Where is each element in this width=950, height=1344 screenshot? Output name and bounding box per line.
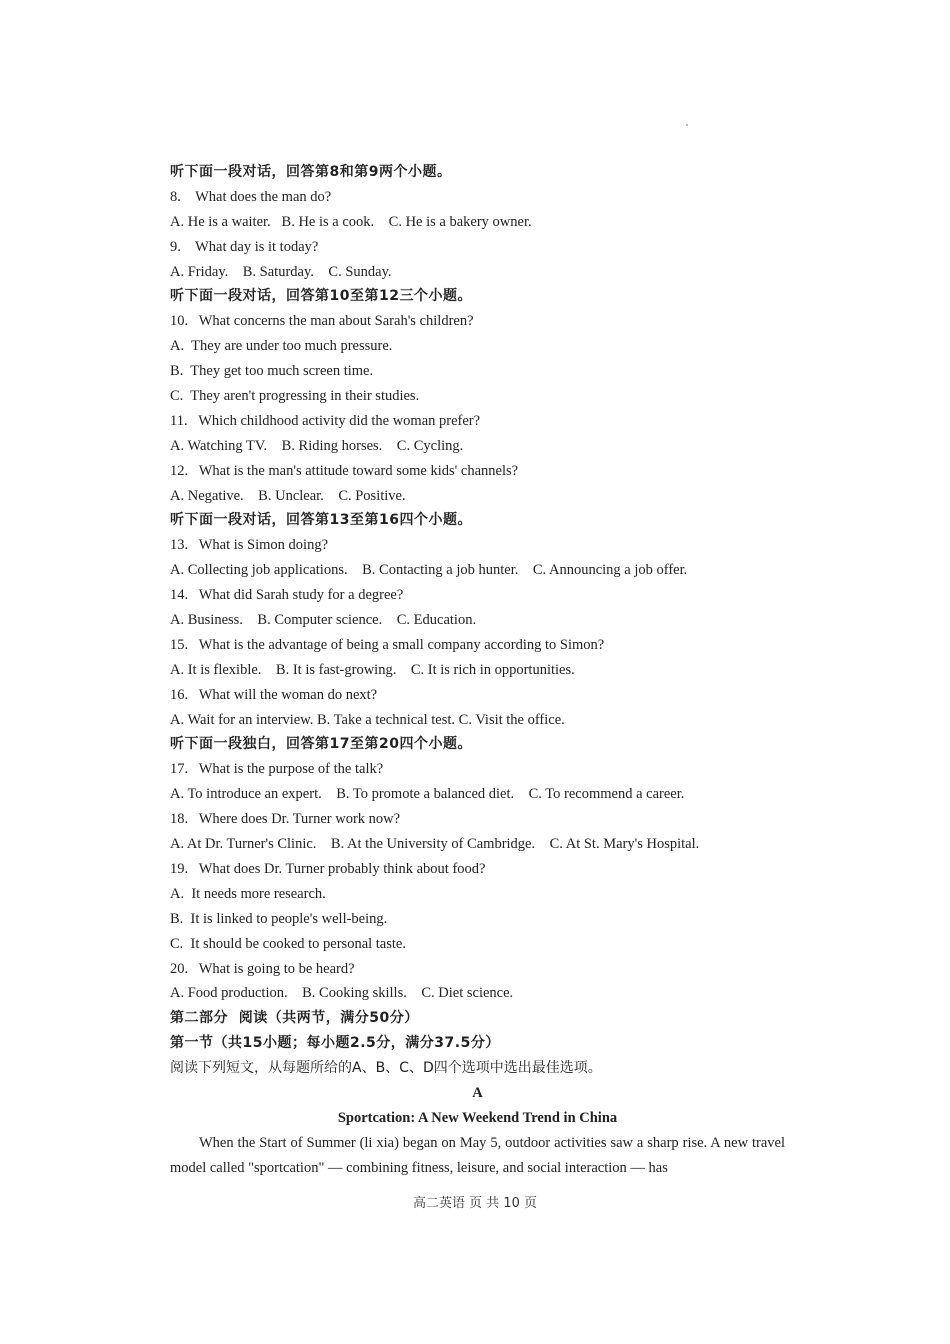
answer-options: C. They aren't progressing in their studies.	[170, 388, 420, 405]
answer-options: A. Friday. B. Saturday. C. Sunday.	[170, 263, 392, 280]
question-stem: 8. What does the man do?	[170, 188, 332, 205]
section-instruction: 第一节（共15小题；每小题2.5分，满分37.5分）	[170, 1035, 500, 1052]
answer-options: A. He is a waiter. B. He is a cook. C. He is a bakery owner.	[170, 213, 532, 230]
answer-options: A. They are under too much pressure.	[170, 338, 393, 355]
question-stem: 16. What will the woman do next?	[170, 686, 378, 703]
question-stem: 19. What does Dr. Turner probably think about food?	[170, 860, 486, 877]
question-lines	[170, 160, 785, 1131]
exam-page	[170, 160, 785, 1181]
section-instruction: 第二部分 阅读（共两节，满分50分）	[170, 1010, 419, 1027]
answer-options: B. They get too much screen time.	[170, 363, 374, 380]
answer-options: B. It is linked to people's well-being.	[170, 910, 388, 927]
section-instruction: 听下面一段对话，回答第8和第9两个小题。	[170, 164, 452, 180]
passage-paragraph: When the Start of Summer (li xia) began on May 5, outdoor activities saw a sharp rise. A new travel model called "sportcation" — combining fitness, leisure, and social interaction — has	[170, 1134, 785, 1176]
page-footer: 高二英语 页 共 10 页	[412, 1196, 538, 1211]
passage-heading: A	[472, 1084, 483, 1101]
answer-options: A. Negative. B. Unclear. C. Positive.	[170, 487, 406, 504]
reading-instruction: 阅读下列短文，从每题所给的A、B、C、D四个选项中选出最佳选项。	[170, 1060, 602, 1077]
answer-options: A. Business. B. Computer science. C. Education.	[170, 612, 477, 629]
question-stem: 9. What day is it today?	[170, 238, 319, 255]
answer-options: C. It should be cooked to personal taste.	[170, 935, 406, 952]
question-stem: 10. What concerns the man about Sarah's children?	[170, 313, 474, 330]
section-instruction: 听下面一段对话，回答第13至第16四个小题。	[170, 512, 472, 529]
question-stem: 17. What is the purpose of the talk?	[170, 761, 384, 778]
question-stem: 11. Which childhood activity did the woman prefer?	[170, 412, 481, 429]
scan-speck	[686, 124, 688, 126]
answer-options: A. Collecting job applications. B. Contacting a job hunter. C. Announcing a job offer.	[170, 562, 688, 579]
question-stem: 12. What is the man's attitude toward some kids' channels?	[170, 462, 519, 479]
question-stem: 13. What is Simon doing?	[170, 537, 329, 554]
answer-options: A. Food production. B. Cooking skills. C. Diet science.	[170, 985, 514, 1002]
answer-options: A. To introduce an expert. B. To promote a balanced diet. C. To recommend a career.	[170, 786, 685, 803]
question-stem: 15. What is the advantage of being a small company according to Simon?	[170, 636, 605, 653]
question-stem: 20. What is going to be heard?	[170, 960, 355, 977]
question-stem: 14. What did Sarah study for a degree?	[170, 587, 404, 604]
question-stem: 18. Where does Dr. Turner work now?	[170, 811, 401, 828]
passage-heading: Sportcation: A New Weekend Trend in China	[337, 1109, 618, 1126]
answer-options: A. It needs more research.	[170, 885, 326, 902]
answer-options: A. Watching TV. B. Riding horses. C. Cycling.	[170, 437, 464, 454]
answer-options: A. At Dr. Turner's Clinic. B. At the University of Cambridge. C. At St. Mary's Hospital.	[170, 836, 700, 853]
section-instruction: 听下面一段独白，回答第17至第20四个小题。	[170, 736, 472, 753]
answer-options: A. It is flexible. B. It is fast-growing. C. It is rich in opportunities.	[170, 661, 575, 678]
section-instruction: 听下面一段对话，回答第10至第12三个小题。	[170, 288, 472, 305]
answer-options: A. Wait for an interview. B. Take a technical test. C. Visit the office.	[170, 711, 565, 728]
